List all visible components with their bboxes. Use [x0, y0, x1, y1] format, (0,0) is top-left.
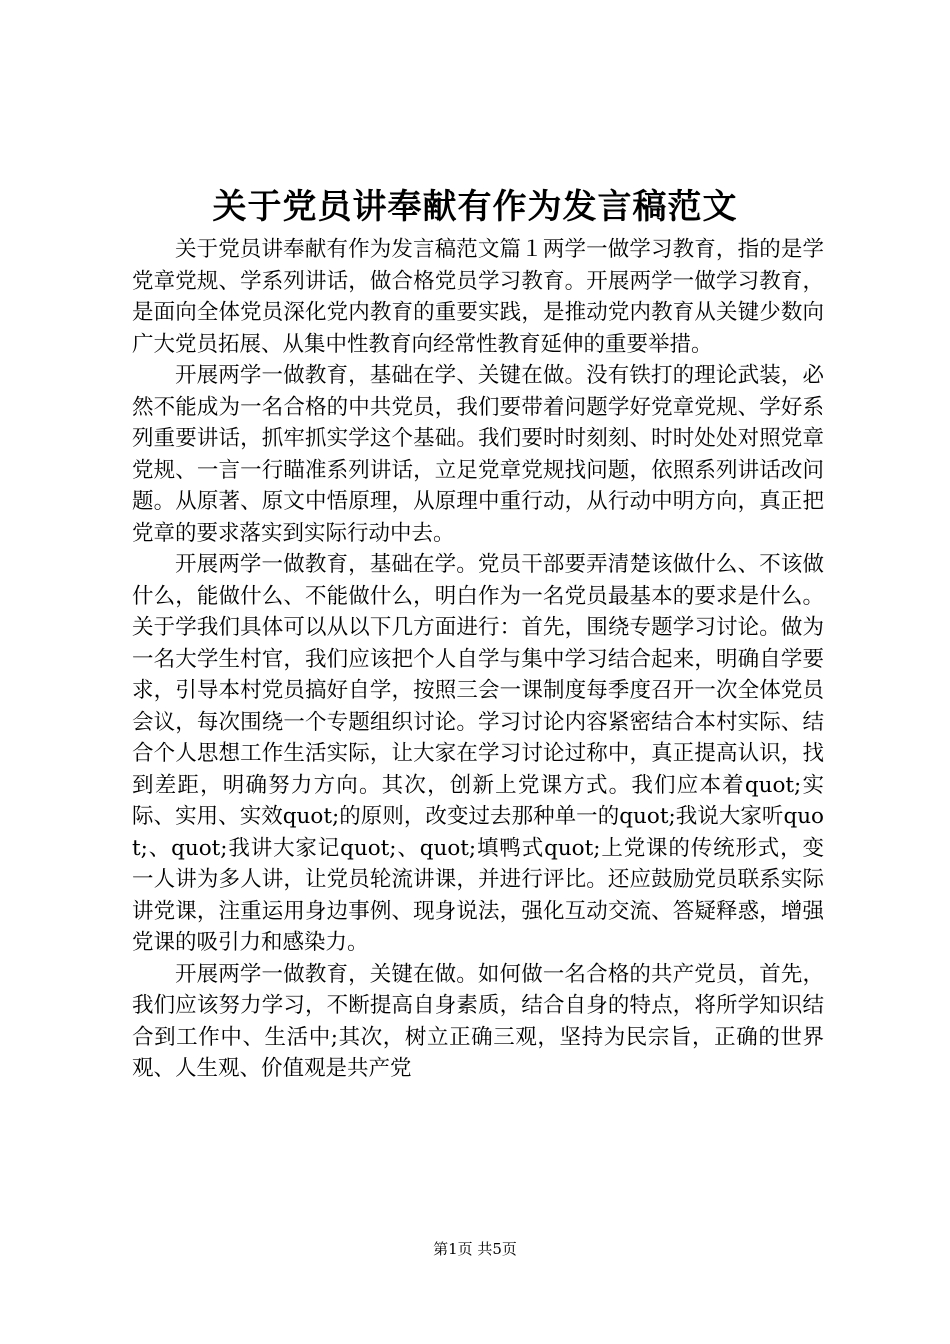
- page-footer: 第1页 共5页: [433, 1240, 517, 1258]
- paragraph: 关于党员讲奉献有作为发言稿范文篇１两学一做学习教育，指的是学党章党规、学系列讲话，做合格党员学习教育。开展两学一做学习教育，是面向全体党员深化党内教育的重要实践，是推动党内教育从关键少数向广大党员拓展、从集中性教育向经常性教育延伸的重要举措。: [132, 237, 824, 357]
- paragraph: 开展两学一做教育，关键在做。如何做一名合格的共产党员，首先，我们应该努力学习，不断提高自身素质，结合自身的特点，将所学知识结合到工作中、生活中;其次，树立正确三观，坚持为民宗旨，正确的世界观、人生观、价值观是共产党: [132, 961, 824, 1081]
- document-title: 关于党员讲奉献有作为发言稿范文: [212, 187, 738, 227]
- paragraph: 开展两学一做教育，基础在学、关键在做。没有铁打的理论武装，必然不能成为一名合格的中共党员，我们要带着问题学好党章党规、学好系列重要讲话，抓牢抓实学这个基础。我们要时时刻刻、时时处处对照党章党规、一言一行瞄准系列讲话，立足党章党规找问题，依照系列讲话改问题。从原著、原文中悟原理，从原理中重行动，从行动中明方向，真正把党章的要求落实到实际行动中去。: [132, 363, 824, 546]
- paragraph: 开展两学一做教育，基础在学。党员干部要弄清楚该做什么、不该做什么，能做什么、不能做什么，明白作为一名党员最基本的要求是什么。关于学我们具体可以从以下几方面进行：首先，围绕专题学习讨论。做为一名大学生村官，我们应该把个人自学与集中学习结合起来，明确自学要求，引导本村党员搞好自学，按照三会一课制度每季度召开一次全体党员会议，每次围绕一个专题组织讨论。学习讨论内容紧密结合本村实际、结合个人思想工作生活实际，让大家在学习讨论过称中，真正提高认识，找到差距，明确努力方向。其次，创新上党课方式。我们应本着quot;实际、实用、实效quot;的原则，改变过去那种单一的quot;我说大家听quot;、quot;我讲大家记quot;、quot;填鸭式quot;上党课的传统形式，变一人讲为多人讲，让党员轮流讲课，并进行评比。还应鼓励党员联系实际讲党课，注重运用身边事例、现身说法，强化互动交流、答疑释惑，增强党课的吸引力和感染力。: [132, 552, 824, 955]
- document-body: [132, 234, 824, 1085]
